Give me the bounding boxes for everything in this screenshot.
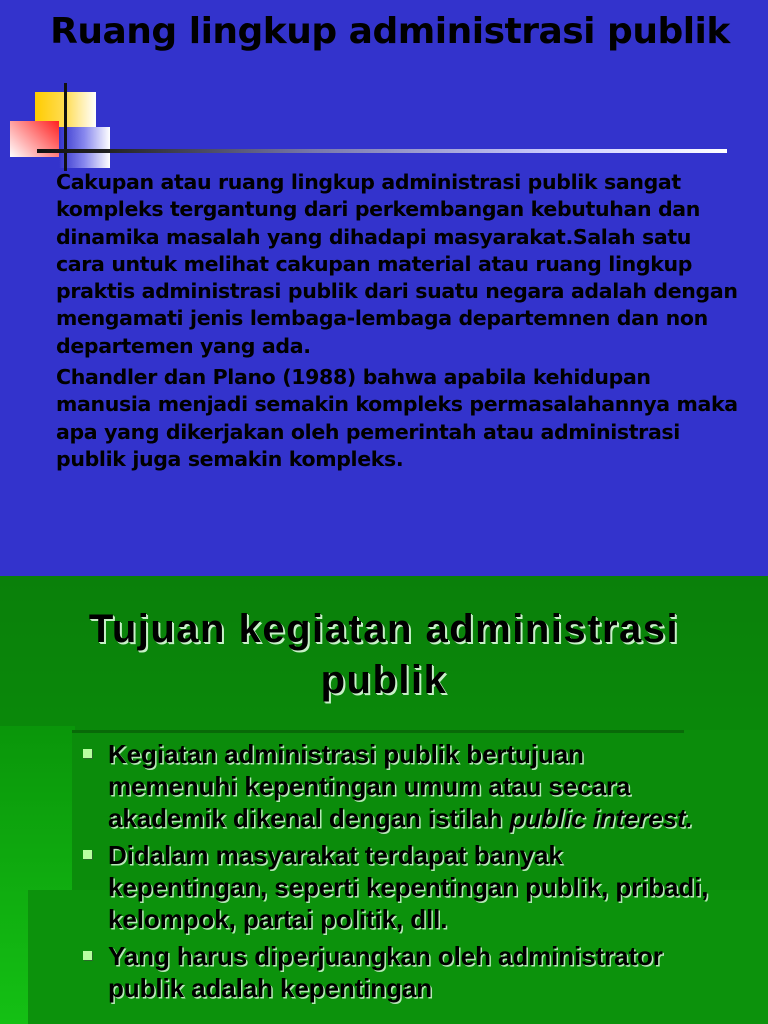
title-divider-line <box>37 149 727 153</box>
bullet-italic-term: public interest. <box>509 803 693 833</box>
square-bullet-icon <box>83 749 92 758</box>
bullet-item <box>80 839 720 935</box>
slide-tujuan-kegiatan <box>0 576 768 1024</box>
square-bullet-icon <box>83 951 92 960</box>
bullet-text: Kegiatan administrasi publik bertujuan memenuhi kepentingan umum atau secara akademik dikenal dengan istilah <box>108 739 631 833</box>
decorative-vertical-line <box>64 83 67 171</box>
bullet-item <box>80 940 720 1004</box>
slide1-title: Ruang lingkup administrasi publik <box>50 11 730 52</box>
slide2-title: Tujuan kegiatan administrasi publik <box>88 607 680 702</box>
bullet-text: Didalam masyarakat terdapat banyak kepentingan, seperti kepentingan publik, pribadi, kelompok, partai politik, dll. <box>108 840 709 934</box>
bullet-list <box>80 738 720 1009</box>
slide1-paragraph: Cakupan atau ruang lingkup administrasi publik sangat kompleks tergantung dari perkembangan kebutuhan dan dinamika masalah yang dihadapi masyarakat.Salah satu cara untuk melihat cakupan material atau ruang lingkup praktis administrasi publik dari suatu negara adalah dengan mengamati jenis lembaga-lembaga departemnen dan non departemen yang ada. <box>56 170 738 358</box>
slide1-body <box>56 169 746 477</box>
bullet-text: Yang harus diperjuangkan oleh administrator publik adalah kepentingan <box>108 941 663 1003</box>
panel-top-rule <box>72 730 684 733</box>
bullet-item <box>80 738 720 834</box>
slide1-paragraph: Chandler dan Plano (1988) bahwa apabila kehidupan manusia menjadi semakin kompleks permasalahannya maka apa yang dikerjakan oleh pemerintah atau administrasi publik juga semakin kompleks. <box>56 365 738 471</box>
square-bullet-icon <box>83 850 92 859</box>
